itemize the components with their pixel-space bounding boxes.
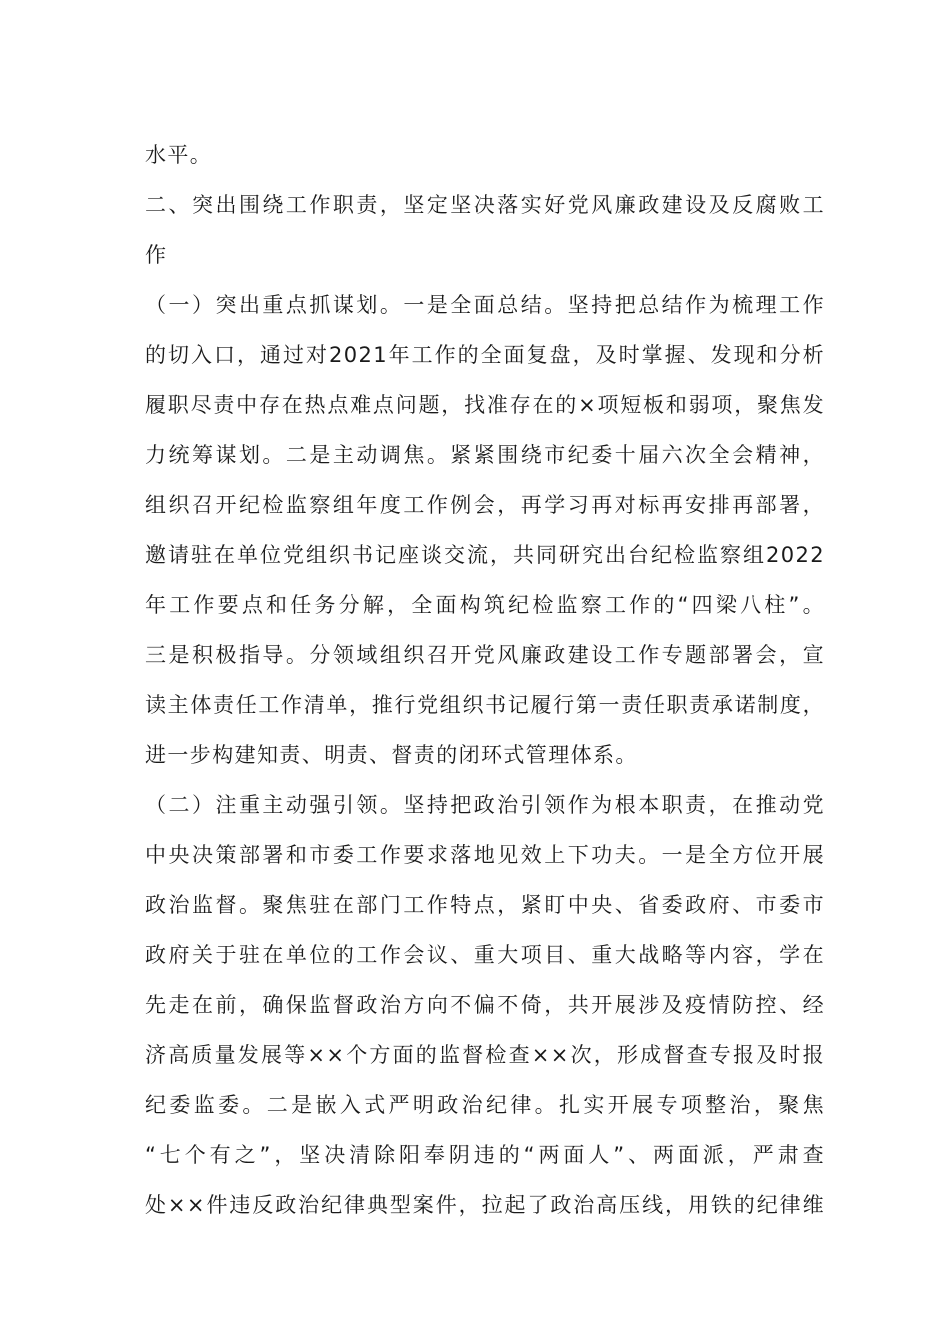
text-line: 政治监督。聚焦驻在部门工作特点，紧盯中央、省委政府、市委市 bbox=[145, 893, 825, 917]
text-line: （二）注重主动强引领。坚持把政治引领作为根本职责，在推动党 bbox=[145, 793, 825, 817]
text-line: 力统筹谋划。二是主动调焦。紧紧围绕市纪委十届六次全会精神， bbox=[145, 443, 825, 467]
text-line: 先走在前，确保监督政治方向不偏不倚，共开展涉及疫情防控、经 bbox=[145, 993, 825, 1017]
text-line: 中央决策部署和市委工作要求落地见效上下功夫。一是全方位开展 bbox=[145, 843, 825, 867]
text-line: 读主体责任工作清单，推行党组织书记履行第一责任职责承诺制度， bbox=[145, 693, 825, 717]
section-heading-line: 作 bbox=[145, 243, 168, 267]
section-heading-line: 二、突出围绕工作职责，坚定坚决落实好党风廉政建设及反腐败工 bbox=[145, 193, 825, 217]
text-line: 济高质量发展等××个方面的监督检查××次，形成督查专报及时报 bbox=[145, 1043, 825, 1067]
text-line: 履职尽责中存在热点难点问题，找准存在的×项短板和弱项，聚焦发 bbox=[145, 393, 825, 417]
text-line: 进一步构建知责、明责、督责的闭环式管理体系。 bbox=[145, 743, 638, 767]
text-line: 组织召开纪检监察组年度工作例会，再学习再对标再安排再部署， bbox=[145, 493, 825, 517]
text-line: （一）突出重点抓谋划。一是全面总结。坚持把总结作为梳理工作 bbox=[145, 293, 825, 317]
text-line: 政府关于驻在单位的工作会议、重大项目、重大战略等内容，学在 bbox=[145, 943, 825, 967]
text-line: 邀请驻在单位党组织书记座谈交流，共同研究出台纪检监察组2022 bbox=[145, 543, 825, 567]
text-line: 三是积极指导。分领域组织召开党风廉政建设工作专题部署会，宣 bbox=[145, 643, 825, 667]
text-line: “七个有之”，坚决清除阳奉阴违的“两面人”、两面派，严肃查 bbox=[145, 1143, 825, 1167]
text-line: 处××件违反政治纪律典型案件，拉起了政治高压线，用铁的纪律维 bbox=[145, 1193, 825, 1217]
body-text bbox=[145, 130, 825, 1230]
text-line: 年工作要点和任务分解，全面构筑纪检监察工作的“四梁八柱”。 bbox=[145, 593, 825, 617]
text-line: 的切入口，通过对2021年工作的全面复盘，及时掌握、发现和分析 bbox=[145, 343, 825, 367]
text-line: 纪委监委。二是嵌入式严明政治纪律。扎实开展专项整治，聚焦 bbox=[145, 1093, 825, 1117]
text-line: 水平。 bbox=[145, 143, 213, 167]
